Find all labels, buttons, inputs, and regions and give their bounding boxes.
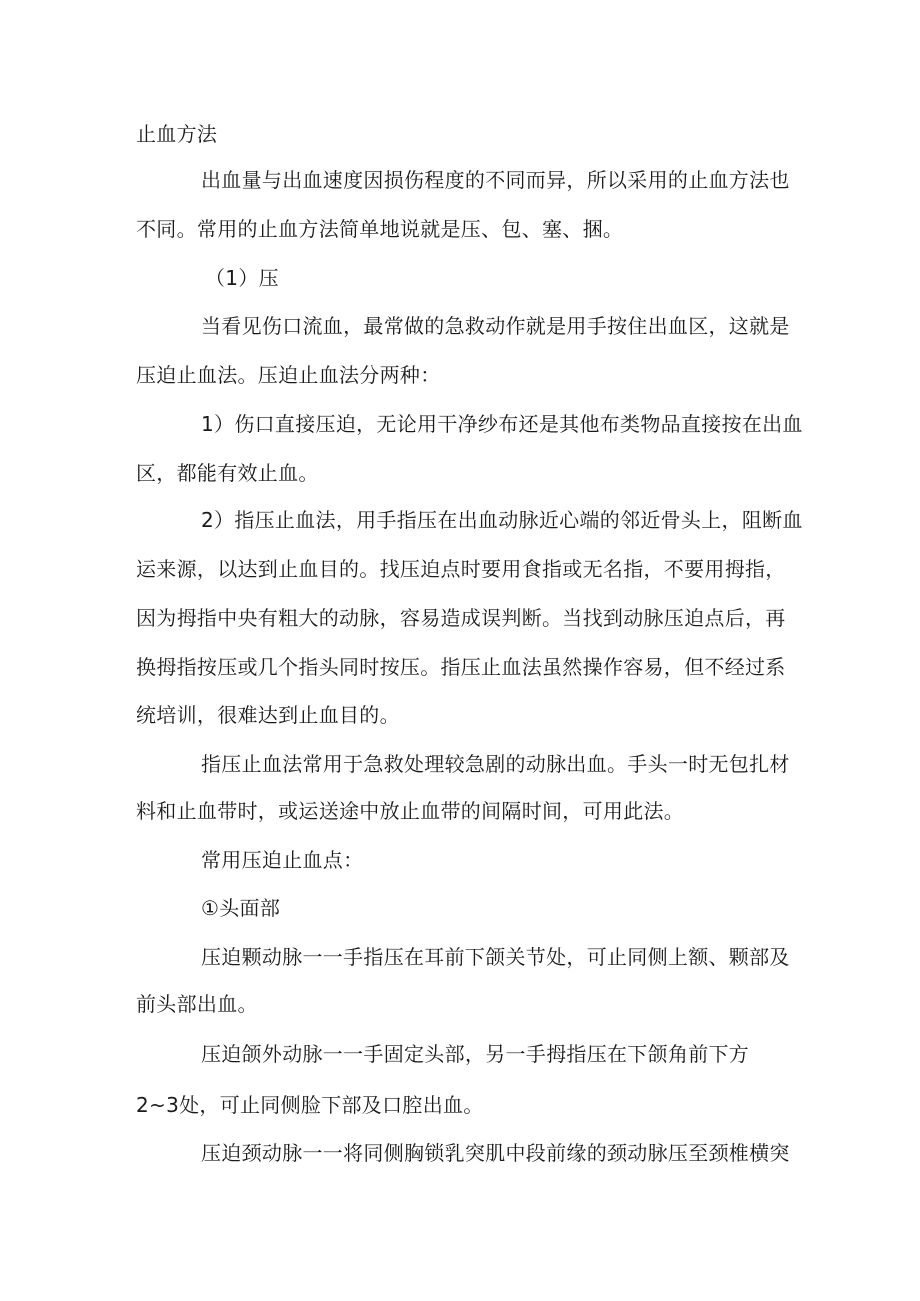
paragraph-line: 压迫止血法。压迫止血法分两种： [136, 363, 441, 387]
paragraph-line: 料和止血带时，或运送途中放止血带的间隔时间，可用此法。 [136, 799, 685, 823]
subsection-heading: ①头面部 [201, 896, 281, 920]
section-heading: （1）压 [205, 266, 279, 290]
paragraph-line: 1）伤口直接压迫，无论用干净纱布还是其他布类物品直接按在出血 [201, 412, 803, 436]
paragraph-line: 运来源，以达到止血目的。找压迫点时要用食指或无名指，不要用拇指， [136, 557, 786, 581]
paragraph-line: 当看见伤口流血，最常做的急救动作就是用手按住出血区，这就是 [201, 314, 790, 338]
paragraph-line: 换拇指按压或几个指头同时按压。指压止血法虽然操作容易，但不经过系 [136, 655, 786, 679]
document-title: 止血方法 [136, 122, 218, 146]
paragraph-line: 指压止血法常用于急救处理较急剧的动脉出血。手头一时无包扎材 [201, 752, 790, 776]
paragraph-line: 统培训，很难达到止血目的。 [136, 703, 400, 727]
paragraph-line: 压迫颌外动脉一一手固定头部，另一手拇指压在下颌角前下方 [201, 1042, 750, 1066]
paragraph-line: 压迫颗动脉一一手指压在耳前下颌关节处，可止同侧上额、颗部及 [201, 945, 790, 969]
paragraph-line: 因为拇指中央有粗大的动脉，容易造成误判断。当找到动脉压迫点后，再 [136, 606, 786, 630]
paragraph-line: 常用压迫止血点： [201, 848, 364, 872]
paragraph-line: 2）指压止血法，用手指压在出血动脉近心端的邻近骨头上，阻断血 [201, 508, 803, 532]
paragraph-line: 压迫颈动脉一一将同侧胸锁乳突肌中段前缘的颈动脉压至颈椎横突 [201, 1141, 790, 1165]
paragraph-line: 不同。常用的止血方法简单地说就是压、包、塞、捆。 [136, 217, 624, 241]
paragraph-line: 出血量与出血速度因损伤程度的不同而异，所以采用的止血方法也 [201, 168, 790, 192]
paragraph-line: 区，都能有效止血。 [136, 461, 319, 485]
paragraph-line: 2~3处，可止同侧脸下部及口腔出血。 [136, 1093, 484, 1117]
paragraph-line: 前头部出血。 [136, 992, 258, 1016]
